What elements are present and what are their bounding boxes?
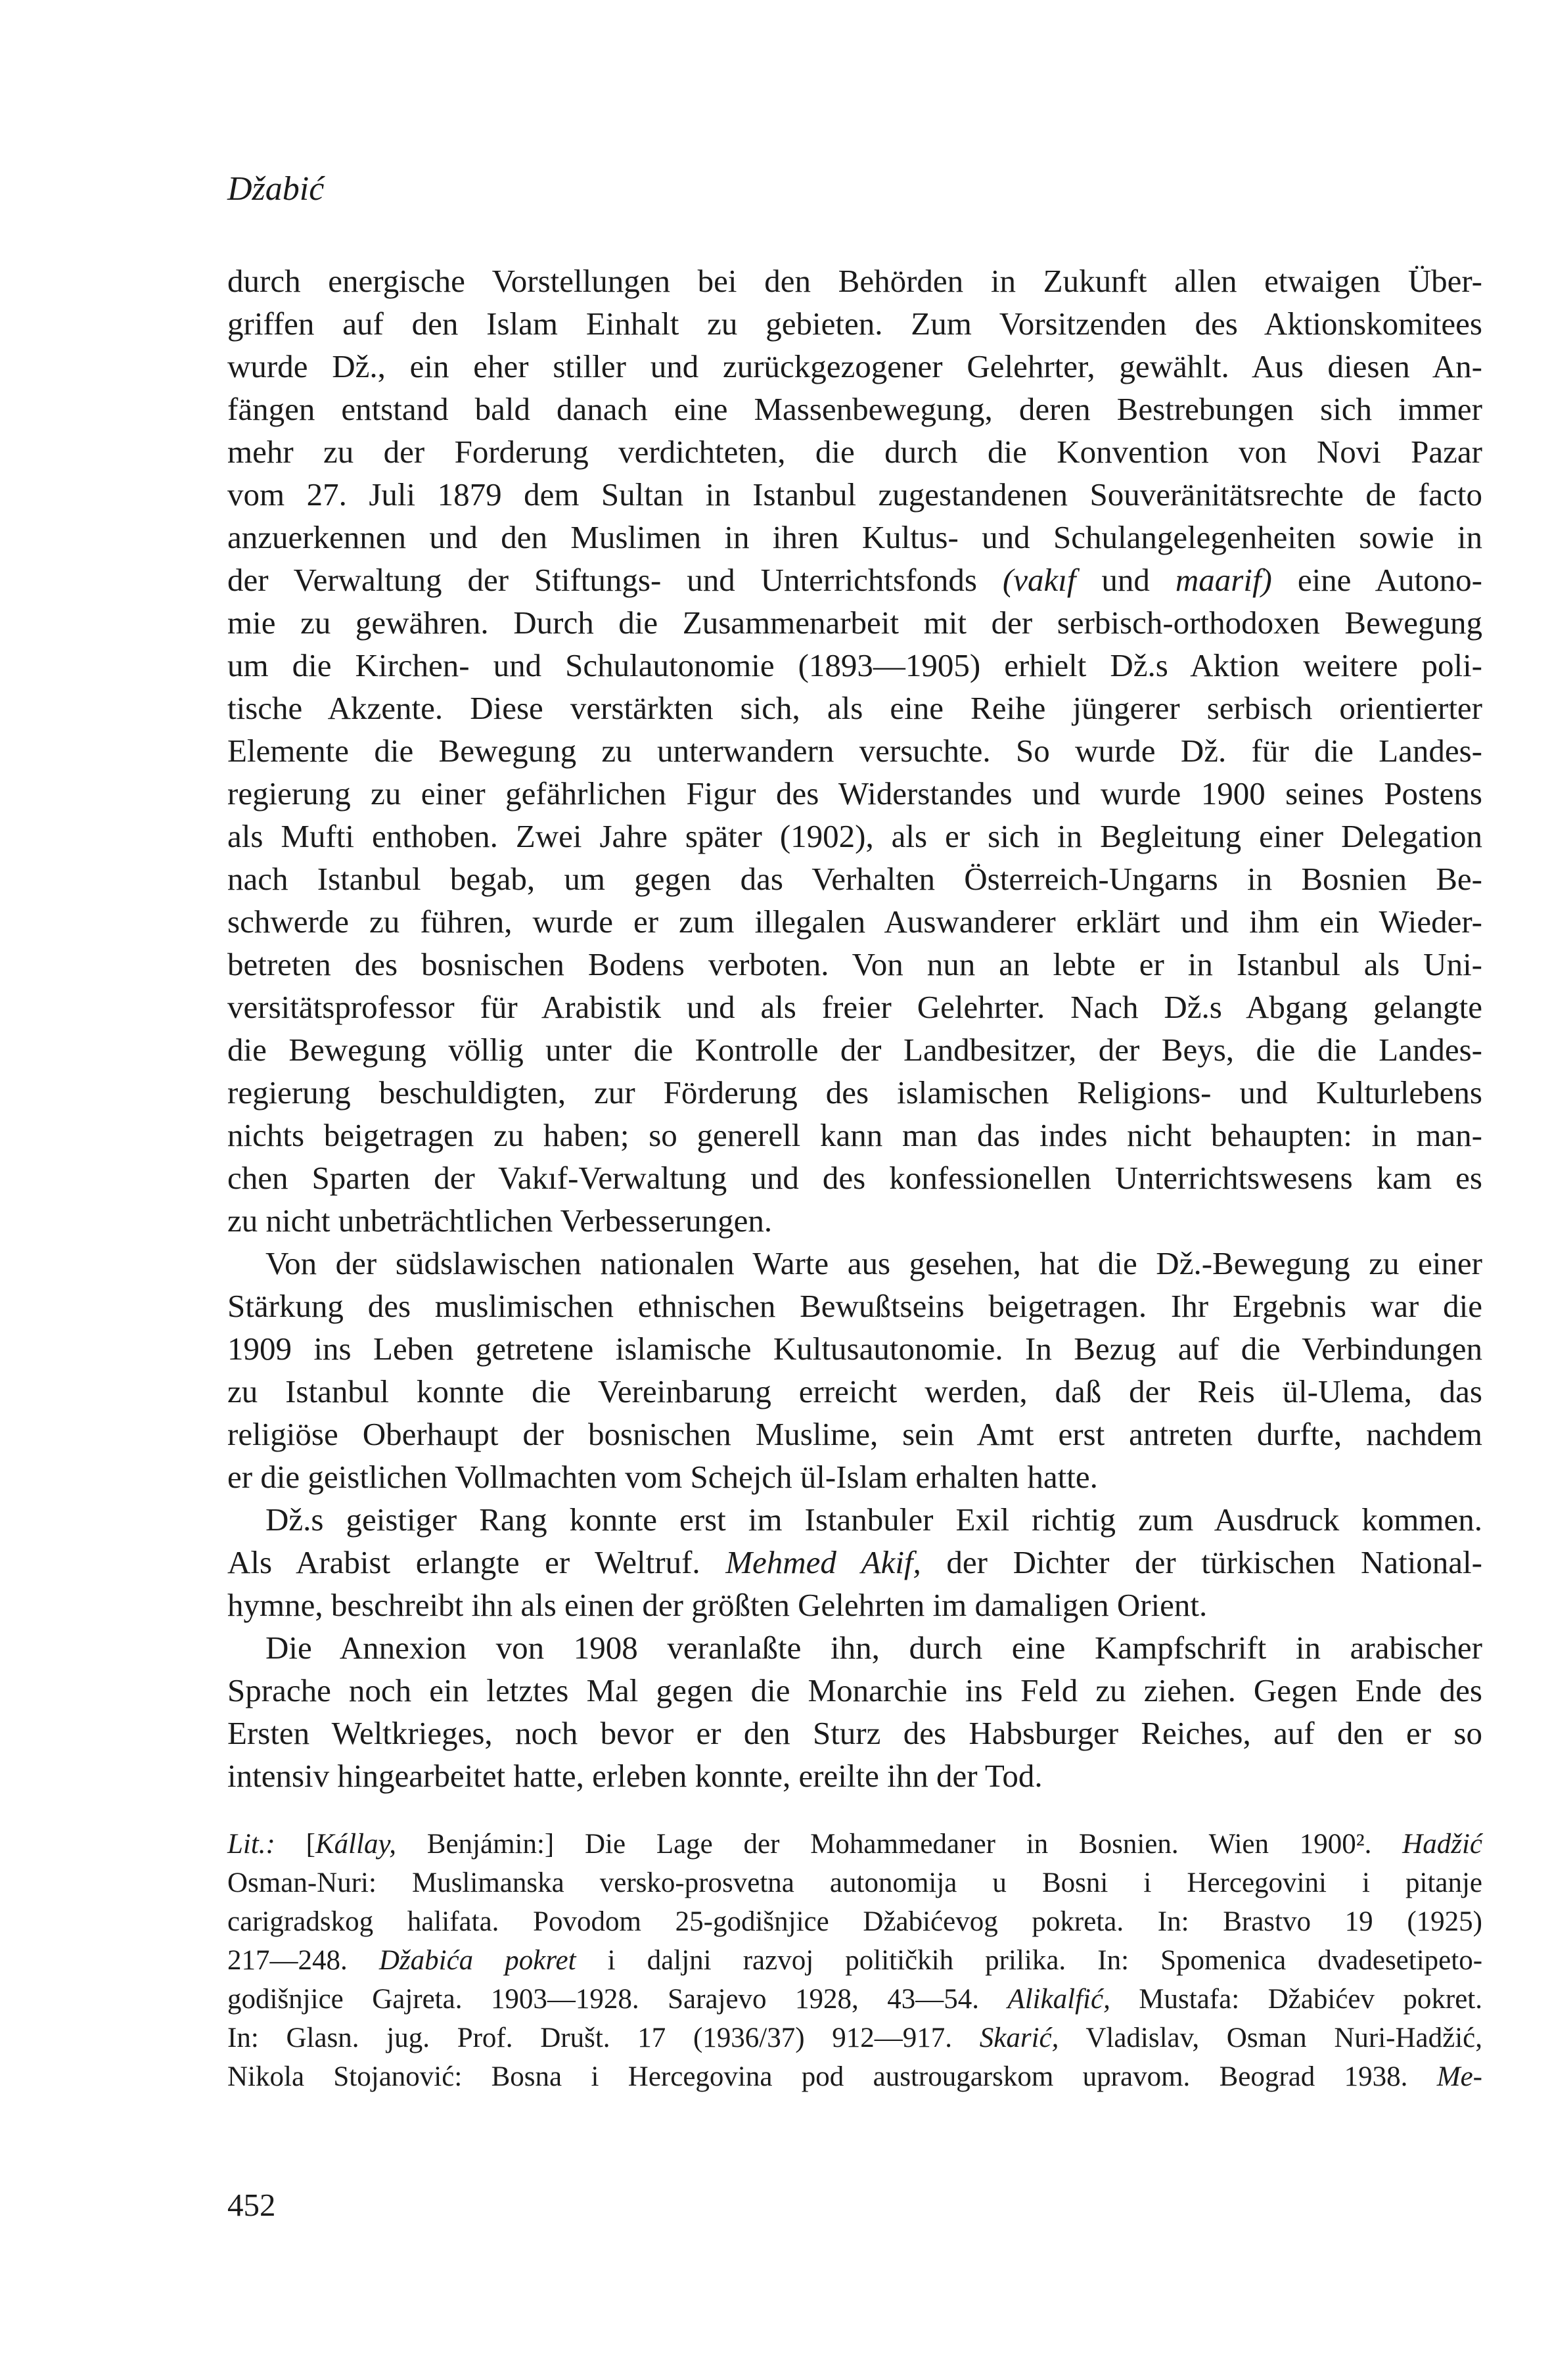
text-segment: [ (275, 1829, 315, 1860)
text-line: Sprache noch ein letztes Mal gegen die Monarchie ins Feld zu ziehen. Gegen Ende des (227, 1672, 1482, 1708)
text-line: wurde Dž., ein eher stiller und zurückgezogener Gelehrter, gewählt. Aus diesen An- (227, 348, 1482, 384)
paragraph (227, 1242, 1482, 1498)
text-segment: godišnjice Gajreta. 1903—1928. Sarajevo 1928, 43—54. (227, 1984, 1008, 2015)
text-line (227, 2057, 1482, 2096)
italic-text: Kállay, (315, 1829, 397, 1860)
text-line: Von der südslawischen nationalen Warte aus gesehen, hat die Dž.-Bewegung zu einer (265, 1245, 1482, 1281)
italic-text: (vakıf (1002, 562, 1076, 598)
text-line: Stärkung des muslimischen ethnischen Bewußtseins beigetragen. Ihr Ergebnis war die (227, 1288, 1482, 1324)
text-line: regierung beschuldigten, zur Förderung des islamischen Religions- und Kulturlebens (227, 1074, 1482, 1110)
text-line: Ersten Weltkrieges, noch bevor er den Sturz des Habsburger Reiches, auf den er so (227, 1715, 1482, 1751)
text-line: tische Akzente. Diese verstärkten sich, als eine Reihe jüngerer serbisch orientierter (227, 690, 1482, 726)
text-line: betreten des bosnischen Bodens verboten. Von nun an lebte er in Istanbul als Uni- (227, 946, 1482, 982)
text-line: mie zu gewähren. Durch die Zusammenarbeit mit der serbisch-orthodoxen Bewegung (227, 605, 1482, 641)
text-line: intensiv hingearbeitet hatte, erleben konnte, ereilte ihn der Tod. (227, 1758, 1043, 1794)
text-line: er die geistlichen Vollmachten vom Schejch ül-Islam erhalten hatte. (227, 1459, 1098, 1495)
text-segment: Mustafa: Džabićev pokret. (1110, 1984, 1482, 2015)
text-line: Osman-Nuri: Muslimanska versko-prosvetna autonomija u Bosni i Hercegovini i pitanje (227, 1867, 1482, 1898)
text-line: Elemente die Bewegung zu unterwandern versuchte. So wurde Dž. für die Landes- (227, 733, 1482, 769)
text-line: mehr zu der Forderung verdichteten, die durch die Konvention von Novi Pazar (227, 434, 1482, 470)
text-line: vom 27. Juli 1879 dem Sultan in Istanbul zugestandenen Souveränitätsrechte de facto (227, 476, 1482, 513)
text-segment: In: Glasn. jug. Prof. Društ. 17 (1936/37) 912—917. (227, 2023, 980, 2053)
text-line: als Mufti enthoben. Zwei Jahre später (1902), als er sich in Begleitung einer Delegation (227, 818, 1482, 854)
italic-text: Mehmed Akif, (725, 1544, 921, 1580)
italic-text: Alikalfić, (1007, 1984, 1110, 2015)
italic-text: Skarić, (979, 2023, 1059, 2053)
text-line (227, 559, 1482, 601)
text-line (227, 1541, 1482, 1584)
text-line (227, 1980, 1482, 2019)
text-line: regierung zu einer gefährlichen Figur des Widerstandes und wurde 1900 seines Postens (227, 775, 1482, 812)
running-title: Džabić (227, 170, 325, 208)
text-line: schwerde zu führen, wurde er zum illegalen Auswanderer erklärt und ihm ein Wieder- (227, 904, 1482, 940)
text-line: um die Kirchen- und Schulautonomie (1893—1905) erhielt Dž.s Aktion weitere poli- (227, 647, 1482, 683)
text-line: religiöse Oberhaupt der bosnischen Muslime, sein Amt erst antreten durfte, nachdem (227, 1416, 1482, 1452)
text-line: die Bewegung völlig unter die Kontrolle der Landbesitzer, der Beys, die die Landes- (227, 1032, 1482, 1068)
text-line: zu nicht unbeträchtlichen Verbesserungen. (227, 1202, 773, 1239)
text-line: Die Annexion von 1908 veranlaßte ihn, durch eine Kampfschrift in arabischer (265, 1630, 1482, 1666)
text-line: hymne, beschreibt ihn als einen der größten Gelehrten im damaligen Orient. (227, 1587, 1208, 1623)
text-line: Dž.s geistiger Rang konnte erst im Istanbuler Exil richtig zum Ausdruck kommen. (265, 1501, 1482, 1538)
text-line: chen Sparten der Vakıf-Verwaltung und des konfessionellen Unterrichtswesens kam es (227, 1160, 1482, 1196)
literature-references (227, 1825, 1482, 2096)
text-segment: 217—248. (227, 1945, 379, 1976)
text-segment: i daljni razvoj političkih prilika. In: Spomenica dvadesetipeto- (576, 1945, 1483, 1976)
text-line: anzuerkennen und den Muslimen in ihren Kultus- und Schulangelegenheiten sowie in (227, 519, 1482, 555)
text-line (227, 1825, 1482, 1864)
text-line: versitätsprofessor für Arabistik und als freier Gelehrter. Nach Dž.s Abgang gelangte (227, 989, 1482, 1025)
text-line: nichts beigetragen zu haben; so generell kann man das indes nicht behaupten: in man- (227, 1117, 1482, 1153)
text-line (227, 1941, 1482, 1980)
text-line: fängen entstand bald danach eine Massenbewegung, deren Bestrebungen sich immer (227, 391, 1482, 427)
italic-text: Džabića pokret (378, 1945, 576, 1976)
italic-text: Hadžić (1402, 1829, 1482, 1860)
text-segment: der Dichter der türkischen National- (921, 1544, 1482, 1580)
paragraph (227, 260, 1482, 1242)
text-line (227, 2019, 1482, 2057)
italic-text: Me- (1436, 2061, 1482, 2092)
italic-text: Lit.: (227, 1829, 275, 1860)
text-segment: Vladislav, Osman Nuri-Hadžić, (1059, 2023, 1482, 2053)
text-line: zu Istanbul konnte die Vereinbarung erreicht werden, daß der Reis ül-Ulema, das (227, 1373, 1482, 1409)
text-segment: der Verwaltung der Stiftungs- und Unterrichtsfonds (227, 562, 1003, 598)
body-text (227, 260, 1482, 1797)
italic-text: maarif) (1175, 562, 1272, 598)
text-line: carigradskog halifata. Povodom 25-godišnjice Džabićevog pokreta. In: Brastvo 19 (1925) (227, 1906, 1482, 1937)
paragraph (227, 1626, 1482, 1797)
text-segment: und (1076, 562, 1175, 598)
text-segment: Benjámin:] Die Lage der Mohammedaner in Bosnien. Wien 1900². (396, 1829, 1403, 1860)
text-segment: Als Arabist erlangte er Weltruf. (227, 1544, 726, 1580)
paragraph (227, 1498, 1482, 1626)
text-segment: eine Autono- (1271, 562, 1482, 598)
page-number: 452 (227, 2187, 276, 2223)
text-segment: Nikola Stojanović: Bosna i Hercegovina pod austrougarskom upravom. Beograd 1938. (227, 2061, 1437, 2092)
text-line: griffen auf den Islam Einhalt zu gebieten. Zum Vorsitzenden des Aktionskomitees (227, 306, 1482, 342)
text-line: durch energische Vorstellungen bei den Behörden in Zukunft allen etwaigen Über- (227, 263, 1482, 299)
text-line: 1909 ins Leben getretene islamische Kultusautonomie. In Bezug auf die Verbindungen (227, 1331, 1482, 1367)
text-line: nach Istanbul begab, um gegen das Verhalten Österreich-Ungarns in Bosnien Be- (227, 861, 1482, 897)
